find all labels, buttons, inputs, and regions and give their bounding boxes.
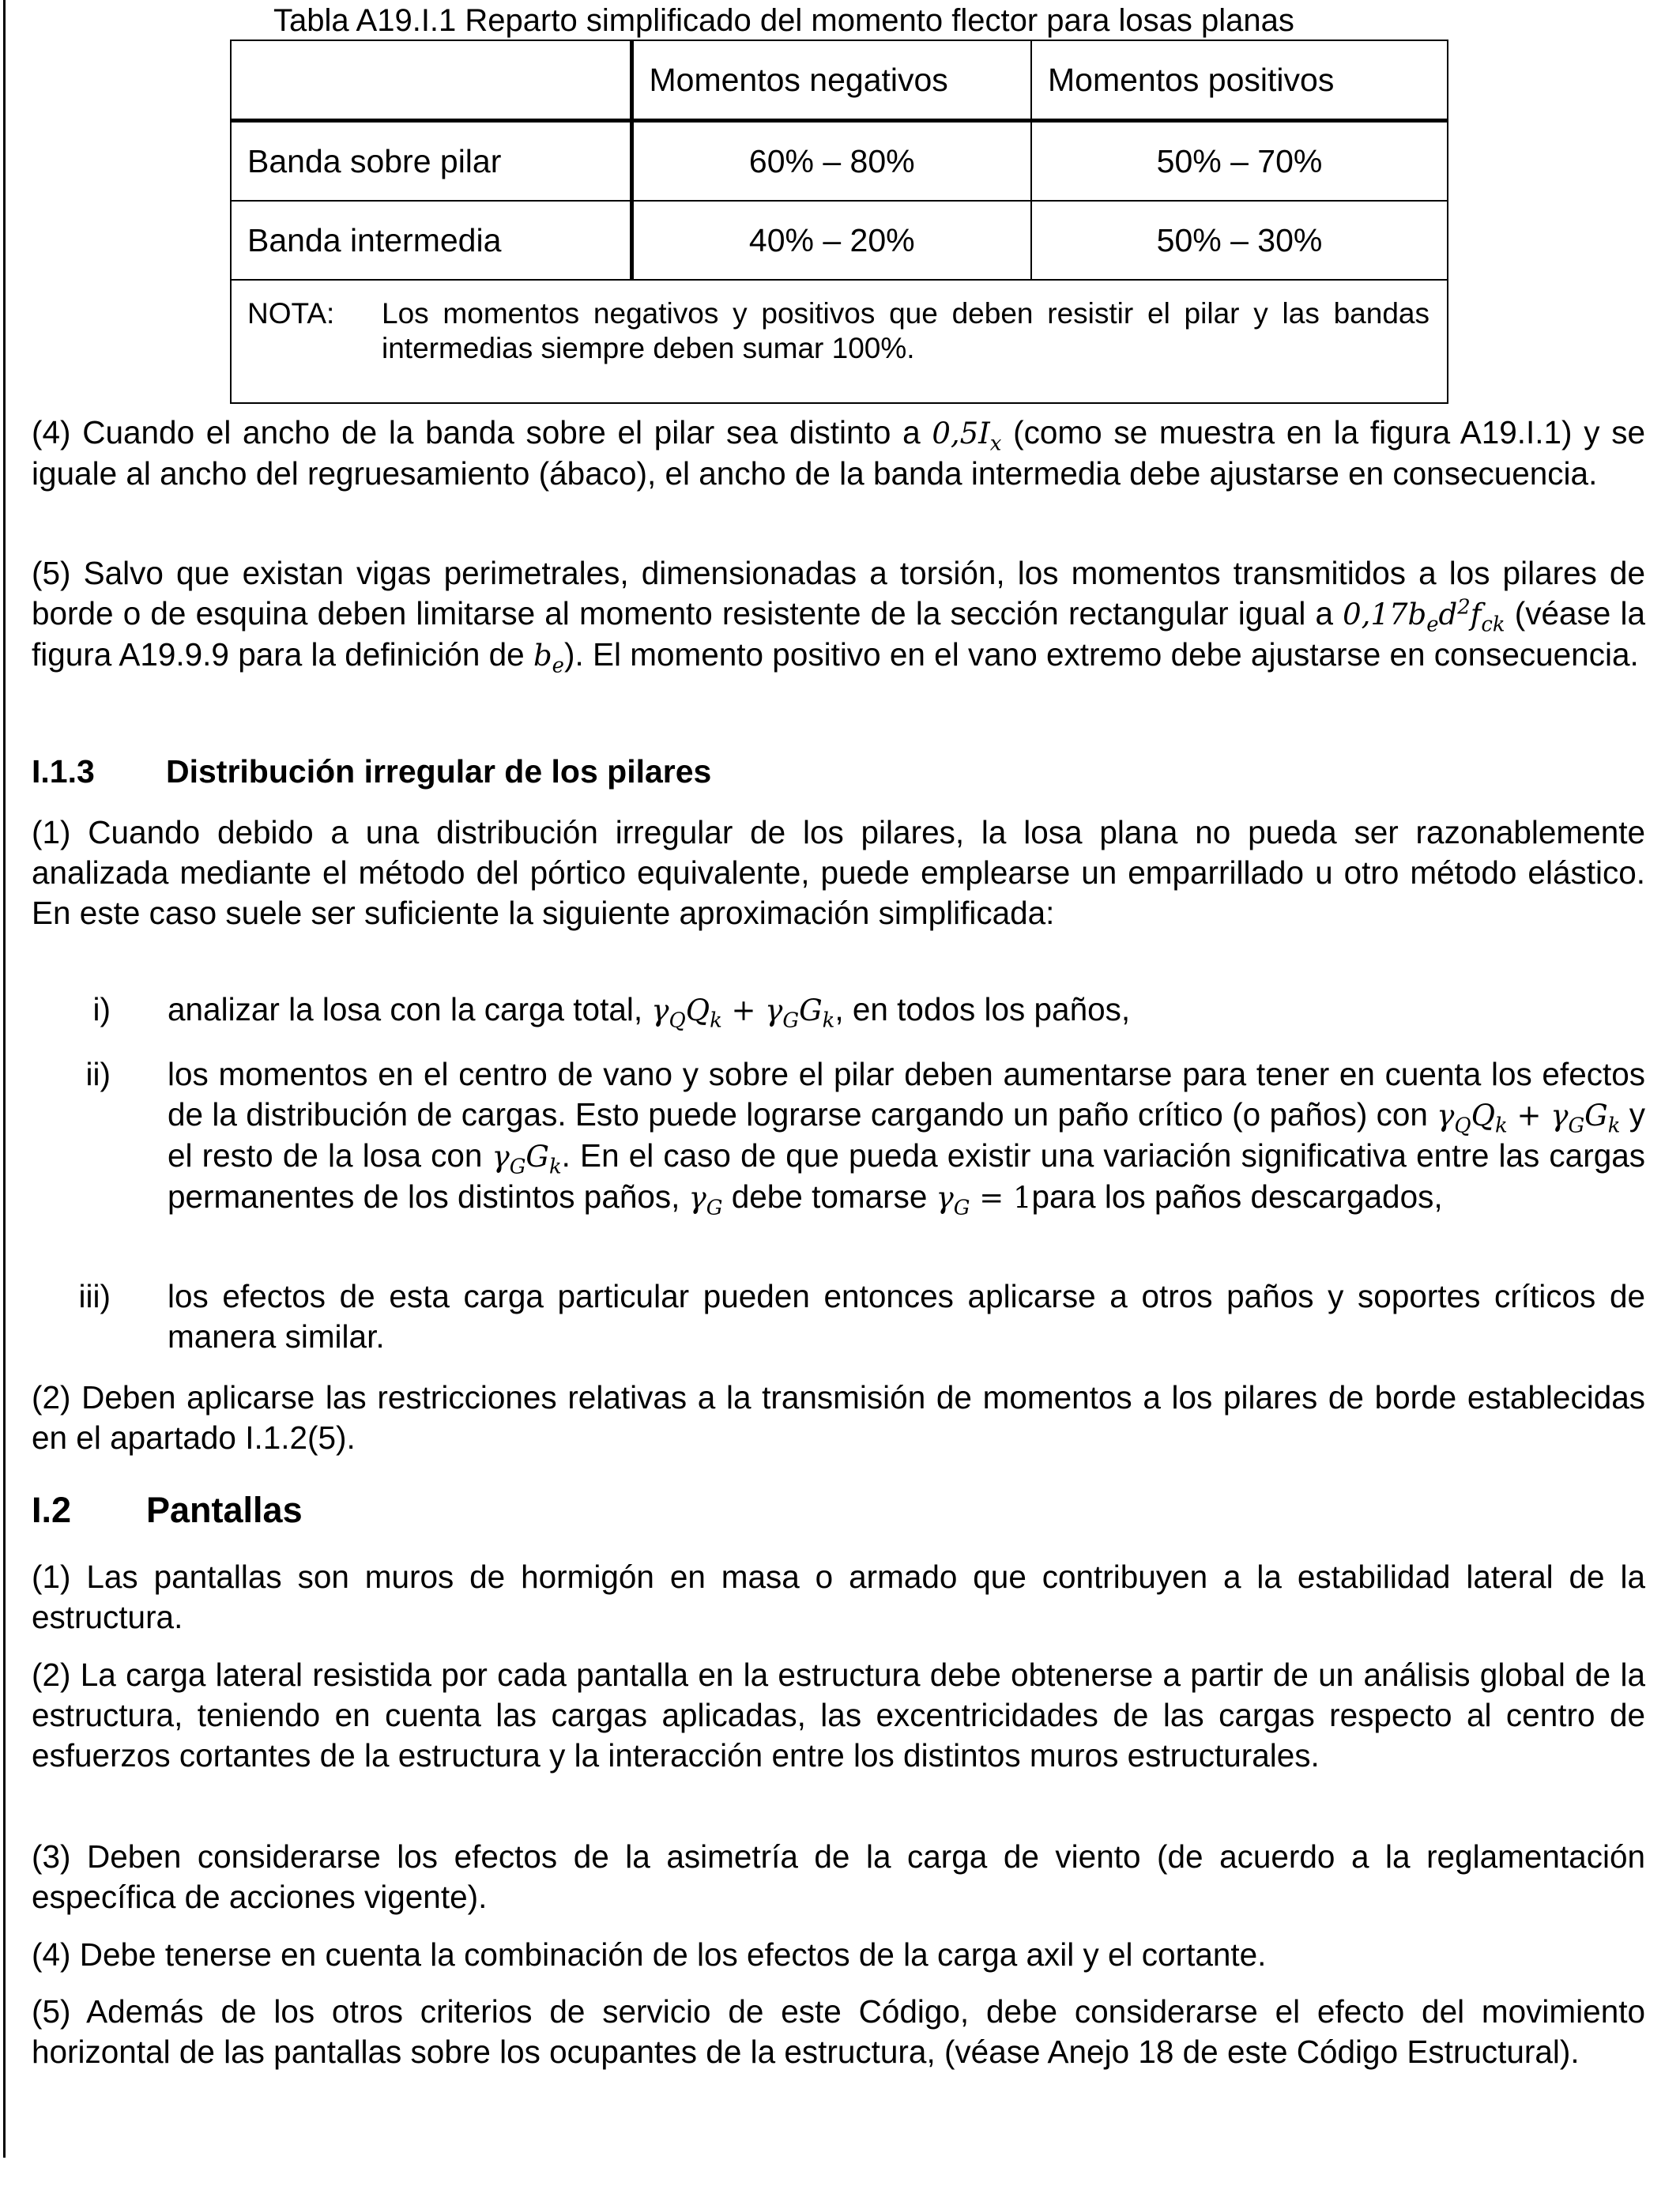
note-text: Los momentos negativos y positivos que deben resistir el pilar y las bandas intermedias siempre deben sumar 100%.	[382, 297, 1430, 364]
section-number: I.2	[32, 1490, 72, 1530]
table-header-row	[231, 40, 1448, 121]
moment-distribution-table	[230, 40, 1448, 404]
table-row	[231, 121, 1448, 202]
list-item: iii) los efectos de esta carga particular pueden entonces aplicarse a otros paños y soportes críticos de manera similar.	[78, 1278, 1645, 1355]
section-12-paragraph-5: (5) Además de los otros criterios de servicio de este Código, debe considerarse el efecto del movimiento horizontal de las pantallas sobre los ocupantes de la estructura, (véase Anejo 18 de este Código Estructural).	[32, 1993, 1645, 2070]
section-12-paragraph-2: (2) La carga lateral resistida por cada pantalla en la estructura debe obtenerse a partir de un análisis global de la estructura, teniendo en cuenta las cargas aplicadas, las excentricidades de las cargas respecto al centro de esfuerzos cortantes de la estructura y la interacción entre los distintos muros estructurales.	[32, 1657, 1645, 1774]
table-header-empty	[231, 40, 631, 121]
section-12-paragraph-1: (1) Las pantallas son muros de hormigón en masa o armado que contribuyen a la estabilidad lateral de la estructura.	[32, 1559, 1645, 1635]
paragraph-4: (4) Cuando el ancho de la banda sobre el pilar sea distinto a $0,5I_x$ (como se muestra en la figura A19.I.1) y se iguale al ancho del regruesamiento (ábaco), el ancho de la banda intermedia debe ajustarse en consecuencia.	[32, 414, 1645, 492]
table-caption: Tabla A19.I.1 Reparto simplificado del momento flector para losas planas	[273, 3, 1294, 38]
math-expression: $\gamma_QQ_k + \gamma_GG_k$	[651, 993, 835, 1033]
list-item: ii) los momentos en el centro de vano y sobre el pilar deben aumentarse para tener en cuenta los efectos de la distribución de cargas. Esto puede lograrse cargando un paño crítico (o paños) con $\gamma_QQ_k + \gamma_GG_k$ y el resto de la losa con $\gamma_GG_k$. En el caso de que pueda existir una variación significativa entre las cargas permanentes de los distintos paños, $\gamma_G$ debe tomarse $\gamma_G$ = 1para los paños descargados,	[85, 1056, 1646, 1220]
list-marker: ii)	[85, 1056, 111, 1092]
math-expression: $b_e$	[533, 639, 564, 678]
math-expression: $\gamma_GG_k$	[492, 1140, 562, 1179]
math-expression: $\gamma_QQ_k + \gamma_GG_k$	[1437, 1099, 1621, 1138]
table-header-negative: Momentos negativos	[631, 40, 1031, 121]
row-label: Banda sobre pilar	[231, 121, 631, 202]
row-label: Banda intermedia	[231, 201, 631, 280]
page-left-border	[3, 0, 6, 2158]
table-header-positive: Momentos positivos	[1031, 40, 1448, 121]
math-expression: $\gamma_G = 1$	[936, 1181, 1032, 1220]
note-label: NOTA:	[247, 297, 335, 330]
table-row	[231, 201, 1448, 280]
section-title: Pantallas	[146, 1490, 303, 1530]
table-note	[231, 280, 1448, 403]
list-marker: iii)	[78, 1278, 111, 1314]
list-item: i) analizar la losa con la carga total, $\gamma_QQ_k + \gamma_GG_k$, en todos los paños,	[92, 991, 1131, 1033]
math-expression: $0,17b_ed^2f_{ck}$	[1343, 595, 1505, 637]
section-number: I.1.3	[32, 753, 95, 790]
cell-negative: 60% – 80%	[631, 121, 1031, 202]
section-12-paragraph-4: (4) Debe tenerse en cuenta la combinación de los efectos de la carga axil y el cortante.	[32, 1936, 1267, 1973]
section-113-paragraph-2: (2) Deben aplicarse las restricciones relativas a la transmisión de momentos a los pilares de borde establecidas en el apartado I.1.2(5).	[32, 1379, 1645, 1456]
section-113-paragraph-1: (1) Cuando debido a una distribución irregular de los pilares, la losa plana no pueda ser razonablemente analizada mediante el método del pórtico equivalente, puede emplearse un emparrillado u otro método elástico. En este caso suele ser suficiente la siguiente aproximación simplificada:	[32, 814, 1645, 931]
cell-negative: 40% – 20%	[631, 201, 1031, 280]
math-expression: $0,5I_x$	[932, 417, 1002, 456]
section-12-paragraph-3: (3) Deben considerarse los efectos de la asimetría de la carga de viento (de acuerdo a la reglamentación específica de acciones vigente).	[32, 1838, 1645, 1915]
paragraph-5: (5) Salvo que existan vigas perimetrales, dimensionadas a torsión, los momentos transmitidos a los pilares de borde o de esquina deben limitarse al momento resistente de la sección rectangular igual a $0,17b_ed^2f_{ck}$ (véase la figura A19.9.9 para la definición de $b_e$). El momento positivo en el vano extremo debe ajustarse en consecuencia.	[32, 555, 1645, 678]
section-heading-113	[32, 752, 711, 791]
cell-positive: 50% – 70%	[1031, 121, 1448, 202]
section-title: Distribución irregular de los pilares	[166, 753, 712, 790]
math-expression: $\gamma_G$	[688, 1181, 723, 1220]
table-note-row	[231, 280, 1448, 403]
cell-positive: 50% – 30%	[1031, 201, 1448, 280]
list-marker: i)	[92, 991, 111, 1027]
section-heading-12	[32, 1491, 303, 1530]
